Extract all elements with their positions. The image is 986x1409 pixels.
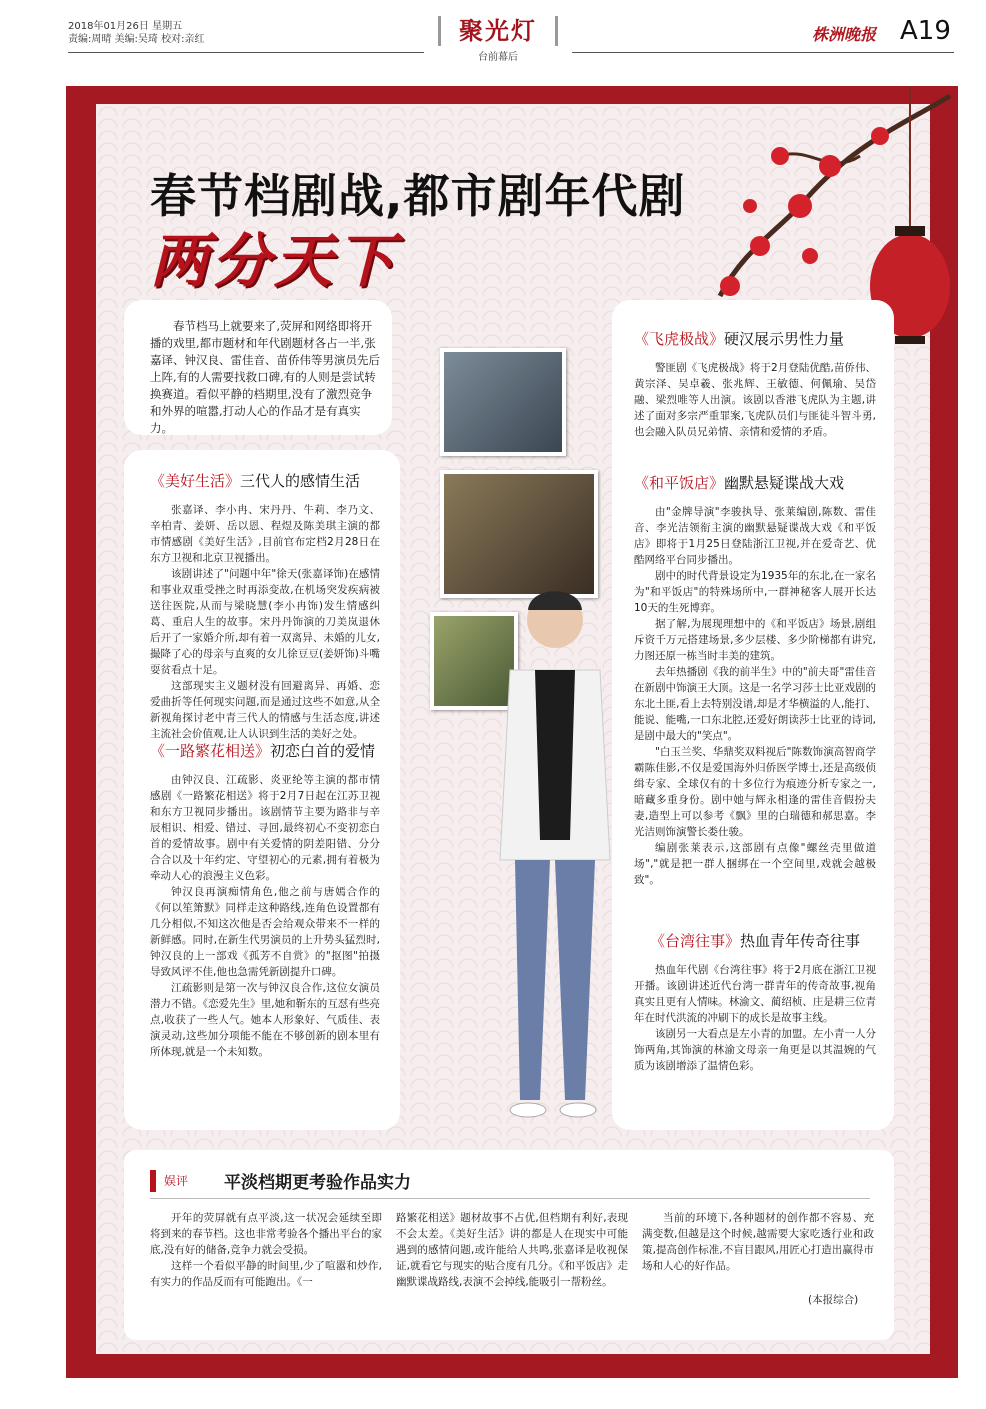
- staff-credits: 责编:周晴 美编:吴琦 校对:亲红: [68, 34, 205, 45]
- paragraph: 警匪剧《飞虎极战》将于2月登陆优酷,苗侨伟、黄宗泽、吴卓羲、张兆辉、王敏德、何佩瑜、吴岱融、梁烈唯等人出演。该剧以香港飞虎队为主题,讲述了面对多宗严重罪案,飞虎队员们与匪徒斗智斗勇,也会融入队员兄弟情、亲情和爱情的矛盾。: [634, 362, 876, 438]
- section-subtitle-feihu: 硬汉展示男性力量: [724, 330, 845, 348]
- still-photo-feihu: [440, 348, 566, 456]
- paragraph: 江疏影则是第一次与钟汉良合作,这位女演员潜力不错。《恋爱先生》里,她和靳东的互怼有些亮点,收获了一些人气。她本人形象好、气质佳、表演灵动,这些加分项能不能在不够创新的剧本里有所体现,就是一个未知数。: [150, 982, 380, 1058]
- issue-date: 2018年01月26日 星期五: [68, 21, 183, 32]
- paragraph: 当前的环境下,各种题材的创作都不容易、充满变数,但越是这个时候,越需要大家吃透行业和政策,提高创作标准,不盲目跟风,用匠心打造出赢得市场和人心的好作品。: [642, 1212, 874, 1272]
- paragraph: 热血年代剧《台湾往事》将于2月底在浙江卫视开播。该剧讲述近代台湾一群青年的传奇故事,视角真实且更有人情味。林渝文、蔺绍桢、庄是耕三位青年在时代洪流的冲刷下的成长是故事主线。: [634, 964, 876, 1024]
- section-title-meihao: 《美好生活》: [150, 472, 241, 490]
- subcolumn-name: 台前幕后: [478, 52, 518, 63]
- paragraph: 路繁花相送》题材故事不占优,但档期有利好,表现不会太差。《美好生活》讲的都是人在现实中可能遇到的感情问题,或许能给人共鸣,张嘉译是收视保证,就看它与现实的贴合度有几分。《和平饭店》走幽默谍战路线,表演不会掉线,能吸引一帮粉丝。: [396, 1212, 628, 1288]
- paragraph: "白玉兰奖、华鼎奖双料视后"陈数饰演高智商学霸陈佳影,不仅是爱国海外归侨医学博士,还是高级侦缉专家、全球仅有的十多位行为痕迹分析专家之一,暗藏多重身份。剧中她与辉永相逢的雷佳音假扮夫妻,造型上可以参考《飘》里的白瑞德和郝思嘉。李光洁则饰演警长娄仕骏。: [634, 746, 876, 838]
- section-heading-heping: [634, 472, 844, 493]
- review-rule: [150, 1198, 870, 1199]
- section-subtitle-heping: 幽默悬疑谍战大戏: [724, 474, 845, 492]
- paragraph: 张嘉译、李小冉、宋丹丹、牛莉、李乃文、辛柏青、姜妍、岳以恩、程煜及陈美琪主演的都市情感剧《美好生活》,目前官布定档2月28日在东方卫视和北京卫视播出。: [150, 504, 380, 564]
- paragraph: 由"金牌导演"李骏执导、张莱编剧,陈数、雷佳音、李光洁领衔主演的幽默悬疑谍战大戏《和平饭店》即将于1月25日登陆浙江卫视,并在爱奇艺、优酷网络平台同步播出。: [634, 506, 876, 566]
- section-title-feihu: 《飞虎极战》: [634, 330, 725, 348]
- section-subtitle-yilu: 初恋白首的爱情: [270, 742, 376, 760]
- paragraph: 该剧另一大看点是左小青的加盟。左小青一人分饰两角,其饰演的林渝文母亲一角更是以其温婉的气质为该剧增添了温情色彩。: [634, 1028, 876, 1072]
- page-number: A19: [900, 16, 951, 46]
- section-title-heping: 《和平饭店》: [634, 474, 725, 492]
- paragraph: 这部现实主义题材没有回避离异、再婚、恋爱曲折等任何现实问题,而是通过这些不如意,从全新视角探讨老中青三代人的情感与生活态度,讲述主流社会价值观,让人认识到生活的美好之处。: [150, 680, 380, 740]
- headline-line2: 两分天下: [150, 227, 399, 295]
- section-title-taiwan: 《台湾往事》: [650, 932, 741, 950]
- section-title-yilu: 《一路繁花相送》: [150, 742, 271, 760]
- review-tag: [150, 1170, 220, 1192]
- review-col-3: [642, 1210, 874, 1274]
- paragraph: 编剧张莱表示,这部剧有点像"螺丝壳里做道场","就是把一群人捆绑在一个空间里,戏就会越极致"。: [634, 842, 876, 886]
- section-body-yilu: [150, 772, 380, 1060]
- review-tag-label: 娱评: [164, 1174, 189, 1188]
- paragraph: 该剧讲述了"问题中年"徐天(张嘉译饰)在感情和事业双重受挫之时再添变故,在机场突发疾病被送往医院,从而与梁晓慧(李小冉饰)发生情感纠葛、重启人生的故事。宋丹丹饰演的刀美岚退休后开了一家婚介所,却有着一双离异、未婚的儿女,撮降了心的母亲与直爽的女儿徐豆豆(姜妍饰)斗嘴耍贫看点十足。: [150, 568, 380, 676]
- paper-logo: 株洲晚报: [812, 25, 877, 44]
- review-col-2: [396, 1210, 628, 1290]
- header-rule-right: [572, 52, 954, 53]
- section-body-taiwan: [634, 962, 876, 1074]
- section-body-meihao: [150, 502, 380, 742]
- section-heading-yilu: [150, 740, 375, 761]
- section-body-heping: [634, 504, 876, 888]
- actor-portrait: [470, 580, 620, 1140]
- paragraph: 钟汉良再演痴情角色,他之前与唐嫣合作的《何以笙箫默》同样走这种路线,连角色设置都有几分相似,不知这次他是否会给观众带来不一样的新鲜感。同时,在新生代男演员的上升势头猛烈时,钟汉良的上一部戏《孤芳不自赏》的"抠图"拍摄导致风评不佳,他也急需凭新剧提升口碑。: [150, 886, 380, 978]
- header-rule-left: [68, 52, 424, 53]
- headline-line1: 春节档剧战,都市剧年代剧: [150, 169, 686, 223]
- section-heading-taiwan: [650, 930, 860, 951]
- section-body-feihu: [634, 360, 876, 440]
- paragraph: 据了解,为展现理想中的《和平饭店》场景,剧组斥资千万元搭建场景,多少层楼、多少阶梯都有讲究,力图还原一栋当时丰美的建筑。: [634, 618, 876, 662]
- section-subtitle-meihao: 三代人的感情生活: [240, 472, 361, 490]
- lead-paragraph: 春节档马上就要来了,荧屏和网络即将开播的戏里,都市题材和年代剧题材各占一半,张嘉译、钟汉良、雷佳音、苗侨伟等男演员先后上阵,有的人需要找救口碑,有的人则是尝试转换赛道。看似平静的档期里,没有了激烈竞争和外界的喧嚣,打动人心的作品才是有真实力。: [150, 319, 380, 435]
- column-name: 聚光灯: [438, 16, 558, 46]
- paragraph: 去年热播剧《我的前半生》中的"前夫哥"雷佳音在新剧中饰演王大顶。这是一名学习莎士比亚戏剧的东北土匪,看上去特别没谱,却是才华横溢的人,能打、能说、能嘴,一口东北腔,还爱好朗读莎士比亚的诗词,是剧中最大的"笑点"。: [634, 666, 876, 742]
- review-col-1: [150, 1210, 382, 1290]
- section-heading-feihu: [634, 328, 844, 349]
- section-heading-meihao: [150, 470, 360, 491]
- column-badge: [438, 16, 558, 63]
- paragraph: 这样一个看似平静的时间里,少了喧嚣和炒作,有实力的作品反而有可能跑出。《一: [150, 1260, 382, 1288]
- header-meta: [68, 20, 428, 46]
- still-photo-heping: [440, 470, 598, 598]
- review-credit: (本报综合): [808, 1294, 859, 1306]
- paragraph: 由钟汉良、江疏影、炎亚纶等主演的都市情感剧《一路繁花相送》将于2月7日起在江苏卫视和东方卫视同步播出。该剧情节主要为路非与辛辰相识、相爱、错过、寻回,最终初心不变初恋白首的爱情故事。剧中有关爱情的阴差阳错、分分合合以及十年约定、守望初心的元素,拥有着极为牵动人心的浪漫主义色彩。: [150, 774, 380, 882]
- section-subtitle-taiwan: 热血青年传奇往事: [740, 932, 861, 950]
- paragraph: 剧中的时代背景设定为1935年的东北,在一家名为"和平饭店"的特殊场所中,一群神秘客人展开长达10天的生死博弈。: [634, 570, 876, 614]
- review-title: 平淡档期更考验作品实力: [224, 1173, 411, 1193]
- paragraph: 开年的荧屏就有点平淡,这一状况会延续至即将到来的春节档。这也非常考验各个播出平台的家底,没有好的储备,竞争力就会受损。: [150, 1212, 382, 1256]
